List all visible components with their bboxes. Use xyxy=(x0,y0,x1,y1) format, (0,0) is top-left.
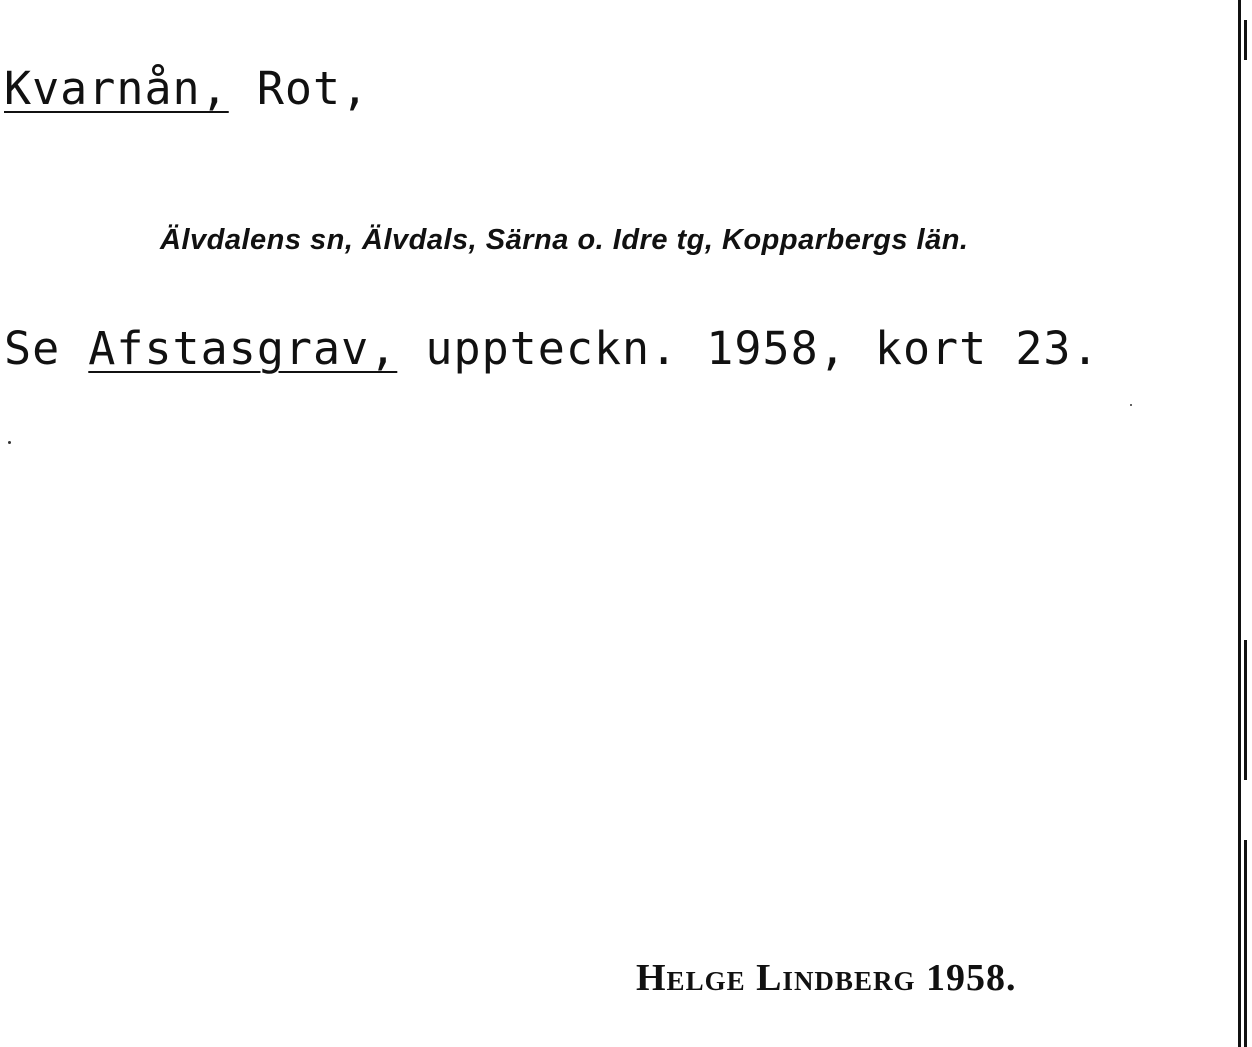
location-line: Älvdalens sn, Älvdals, Särna o. Idre tg, Kopparbergs län. xyxy=(160,224,969,256)
recorder-signature: Helge Lindberg 1958. xyxy=(636,957,1017,999)
card-edge-line xyxy=(1238,0,1241,1047)
ink-speck xyxy=(8,441,11,444)
reference-prefix: Se xyxy=(4,322,89,375)
ink-speck xyxy=(1130,404,1132,406)
place-qualifier: Rot, xyxy=(228,62,370,115)
card-edge-mark xyxy=(1244,640,1247,780)
card-heading xyxy=(4,62,369,115)
cross-reference-line xyxy=(4,322,1100,375)
reference-target: Afstasgrav, xyxy=(88,322,398,375)
reference-details: uppteckn. 1958, kort 23. xyxy=(397,322,1100,375)
place-name: Kvarnån, xyxy=(4,62,229,115)
card-edge-mark xyxy=(1244,20,1247,60)
card-edge-mark xyxy=(1244,840,1247,1047)
